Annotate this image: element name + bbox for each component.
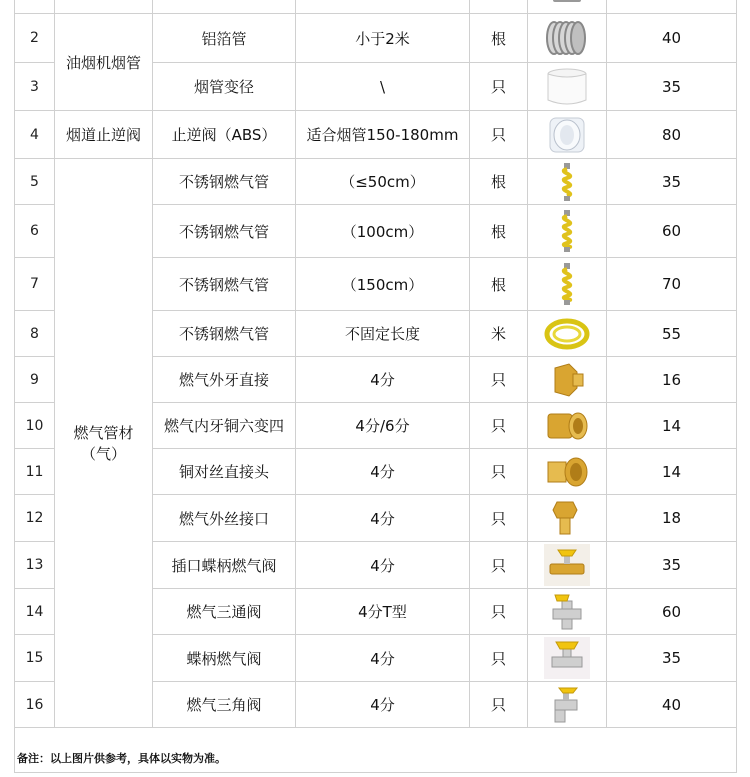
product-image-cell — [528, 159, 607, 205]
table-row — [15, 159, 737, 205]
item-spec: （100cm） — [296, 205, 470, 258]
brass-fitting-icon — [547, 360, 587, 400]
item-name: 燃气外丝接口 — [153, 495, 296, 542]
product-image — [547, 0, 587, 6]
item-name: 铝箔管 — [153, 14, 296, 63]
product-image-cell — [528, 357, 607, 403]
item-unit: 根 — [470, 205, 528, 258]
product-image-cell — [528, 111, 607, 159]
item-name: 铜对丝直接头 — [153, 449, 296, 495]
item-price: 35 — [607, 542, 737, 589]
item-spec: 4分T型 — [296, 589, 470, 635]
table-row — [15, 14, 737, 63]
cell — [15, 0, 55, 14]
item-price: 35 — [607, 63, 737, 111]
product-image-cell — [528, 589, 607, 635]
cell — [528, 0, 607, 14]
row-number: 13 — [15, 542, 55, 589]
item-spec: （150cm） — [296, 258, 470, 311]
item-price: 35 — [607, 635, 737, 682]
row-number: 2 — [15, 14, 55, 63]
row-number: 11 — [15, 449, 55, 495]
item-name: 插口蝶柄燃气阀 — [153, 542, 296, 589]
category-cell: 烟道止逆阀 — [55, 111, 153, 159]
category-cell: 燃气管材（气） — [55, 159, 153, 728]
hose-coil-icon — [544, 317, 590, 351]
product-image-cell — [528, 205, 607, 258]
row-number: 7 — [15, 258, 55, 311]
item-spec: 4分 — [296, 357, 470, 403]
item-price: 55 — [607, 311, 737, 357]
item-spec: 不固定长度 — [296, 311, 470, 357]
item-name: 蝶柄燃气阀 — [153, 635, 296, 682]
angle-valve-icon — [547, 684, 587, 726]
item-spec: 4分/6分 — [296, 403, 470, 449]
cell — [470, 0, 528, 14]
row-number: 3 — [15, 63, 55, 111]
item-name: 燃气三通阀 — [153, 589, 296, 635]
item-spec: 4分 — [296, 542, 470, 589]
row-number: 8 — [15, 311, 55, 357]
item-unit: 只 — [470, 63, 528, 111]
item-price: 40 — [607, 682, 737, 728]
item-name: 燃气内牙铜六变四 — [153, 403, 296, 449]
table-row — [15, 111, 737, 159]
row-number: 4 — [15, 111, 55, 159]
product-image-cell — [528, 311, 607, 357]
row-number: 16 — [15, 682, 55, 728]
gas-hose-icon — [552, 262, 582, 306]
butterfly-valve-icon — [544, 544, 590, 586]
item-price: 18 — [607, 495, 737, 542]
item-name: 不锈钢燃气管 — [153, 159, 296, 205]
item-unit: 根 — [470, 258, 528, 311]
item-name: 燃气三角阀 — [153, 682, 296, 728]
item-price: 35 — [607, 159, 737, 205]
item-price: 70 — [607, 258, 737, 311]
item-name: 不锈钢燃气管 — [153, 258, 296, 311]
product-image-cell — [528, 258, 607, 311]
table-row — [15, 0, 737, 14]
row-number: 14 — [15, 589, 55, 635]
butterfly-valve-icon — [544, 637, 590, 679]
duct-reducer-icon — [544, 66, 590, 108]
row-number: 6 — [15, 205, 55, 258]
note-row — [15, 728, 737, 773]
item-unit: 只 — [470, 542, 528, 589]
item-price: 14 — [607, 403, 737, 449]
item-unit: 只 — [470, 357, 528, 403]
product-image-cell — [528, 14, 607, 63]
product-image-cell — [528, 449, 607, 495]
product-image-cell — [528, 495, 607, 542]
item-name: 燃气外牙直接 — [153, 357, 296, 403]
product-image-cell — [528, 542, 607, 589]
item-unit: 只 — [470, 589, 528, 635]
brass-nozzle-icon — [547, 498, 587, 538]
cell — [153, 0, 296, 14]
price-table — [14, 0, 737, 773]
product-image-cell — [528, 682, 607, 728]
item-price: 14 — [607, 449, 737, 495]
row-number: 10 — [15, 403, 55, 449]
item-spec: 4分 — [296, 495, 470, 542]
item-price: 40 — [607, 14, 737, 63]
product-image-cell — [528, 635, 607, 682]
row-number: 15 — [15, 635, 55, 682]
item-spec: \ — [296, 63, 470, 111]
item-unit: 米 — [470, 311, 528, 357]
brass-fitting-icon — [544, 406, 590, 446]
item-price: 60 — [607, 589, 737, 635]
item-spec: 小于2米 — [296, 14, 470, 63]
item-unit: 只 — [470, 111, 528, 159]
item-spec: 4分 — [296, 682, 470, 728]
item-unit: 只 — [470, 449, 528, 495]
product-image-cell — [528, 403, 607, 449]
item-price: 80 — [607, 111, 737, 159]
category-cell: 油烟机烟管 — [55, 14, 153, 111]
item-spec: （≤50cm） — [296, 159, 470, 205]
cell — [296, 0, 470, 14]
item-name: 止逆阀（ABS） — [153, 111, 296, 159]
item-unit: 只 — [470, 682, 528, 728]
remark-text: 备注：以上图片供参考，具体以实物为准。 — [15, 728, 737, 773]
brass-fitting-icon — [544, 452, 590, 492]
row-number: 5 — [15, 159, 55, 205]
item-unit: 根 — [470, 14, 528, 63]
item-spec: 4分 — [296, 449, 470, 495]
cell — [607, 0, 737, 14]
gas-hose-icon — [552, 162, 582, 202]
item-name: 不锈钢燃气管 — [153, 311, 296, 357]
aluminum-duct-icon — [544, 18, 590, 58]
item-unit: 根 — [470, 159, 528, 205]
item-spec: 4分 — [296, 635, 470, 682]
row-number: 12 — [15, 495, 55, 542]
item-name: 不锈钢燃气管 — [153, 205, 296, 258]
item-price: 16 — [607, 357, 737, 403]
item-unit: 只 — [470, 635, 528, 682]
cell — [55, 0, 153, 14]
product-image-cell — [528, 63, 607, 111]
gas-hose-icon — [552, 209, 582, 253]
item-name: 烟管变径 — [153, 63, 296, 111]
item-unit: 只 — [470, 495, 528, 542]
check-valve-icon — [544, 114, 590, 156]
row-number: 9 — [15, 357, 55, 403]
item-price: 60 — [607, 205, 737, 258]
tee-valve-icon — [547, 591, 587, 633]
item-unit: 只 — [470, 403, 528, 449]
item-spec: 适合烟管150-180mm — [296, 111, 470, 159]
